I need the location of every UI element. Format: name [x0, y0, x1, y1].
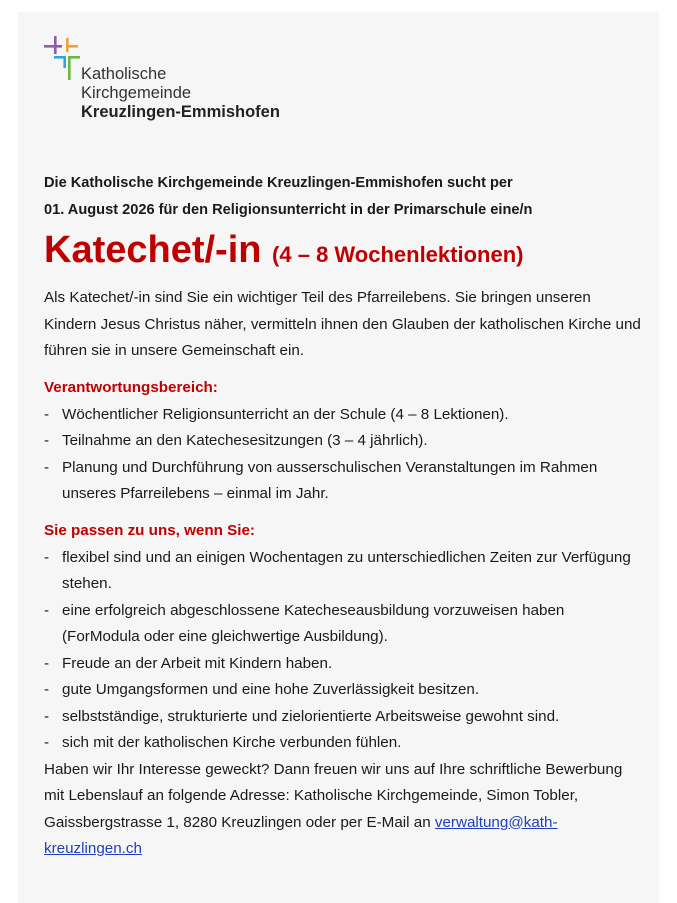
job-title-main: Katechet/-in — [44, 229, 273, 271]
list-item: - Wöchentlicher Religionsunterricht an der Schule (4 – 8 Lektionen). — [44, 402, 644, 429]
list-item: - Planung und Durchführung von ausserschulischen Veranstaltungen im Rahmen unseres Pfarreilebens – einmal im Jahr. — [44, 455, 644, 508]
list-item: - flexibel sind und an einigen Wochentagen zu unterschiedlichen Zeiten zur Verfügung stehen. — [44, 545, 644, 598]
responsibilities-list — [44, 402, 644, 508]
email-link[interactable]: verwaltung@kath-kreuzlingen.ch — [44, 813, 558, 857]
list-item: - Teilnahme an den Katechesesitzungen (3 – 4 jährlich). — [44, 428, 644, 455]
requirements-list — [44, 545, 644, 757]
closing-text: Haben wir Ihr Interesse geweckt? Dann freuen wir uns auf Ihre schriftliche Bewerbung mit Lebenslauf an folgende Adresse: Katholische Kirchgemeinde, Simon Tobler, Gaissbergstrasse 1, 8280 Kreuzlingen oder per E-Mail an — [44, 760, 623, 831]
job-title — [44, 228, 644, 277]
closing-paragraph — [44, 757, 644, 863]
job-posting — [44, 170, 644, 863]
intro-text — [44, 170, 644, 224]
logo-line-2: Kirchgemeinde — [81, 84, 192, 102]
intro-line-1: Die Katholische Kirchgemeinde Kreuzlingen-Emmishofen sucht per — [44, 175, 513, 191]
list-item: - sich mit der katholischen Kirche verbunden fühlen. — [44, 730, 644, 757]
logo-line-1: Katholische — [81, 65, 167, 83]
list-item: - selbstständige, strukturierte und zielorientierte Arbeitsweise gewohnt sind. — [44, 704, 644, 731]
logo-line-3: Kreuzlingen-Emmishofen — [81, 103, 280, 121]
list-item: - Freude an der Arbeit mit Kindern haben. — [44, 651, 644, 678]
responsibilities-heading: Verantwortungsbereich: — [44, 378, 218, 396]
job-title-hours: (4 – 8 Wochenlektionen) — [272, 242, 524, 267]
list-item: - eine erfolgreich abgeschlossene Katecheseausbildung vorzuweisen haben (ForModula oder eine gleichwertige Ausbildung). — [44, 598, 644, 651]
cross-logo-icon — [44, 36, 80, 80]
requirements-heading: Sie passen zu uns, wenn Sie: — [44, 521, 255, 539]
list-item: - gute Umgangsformen und eine hohe Zuverlässigkeit besitzen. — [44, 677, 644, 704]
logo-wordmark — [81, 65, 280, 122]
intro-line-2: 01. August 2026 für den Religionsunterricht in der Primarschule eine/n — [44, 202, 533, 218]
job-description: Als Katechet/-in sind Sie ein wichtiger Teil des Pfarreilebens. Sie bringen unseren Kindern Jesus Christus näher, vermitteln ihnen den Glauben der katholischen Kirche und führen sie in unsere Gemeinschaft ein. — [44, 289, 641, 359]
